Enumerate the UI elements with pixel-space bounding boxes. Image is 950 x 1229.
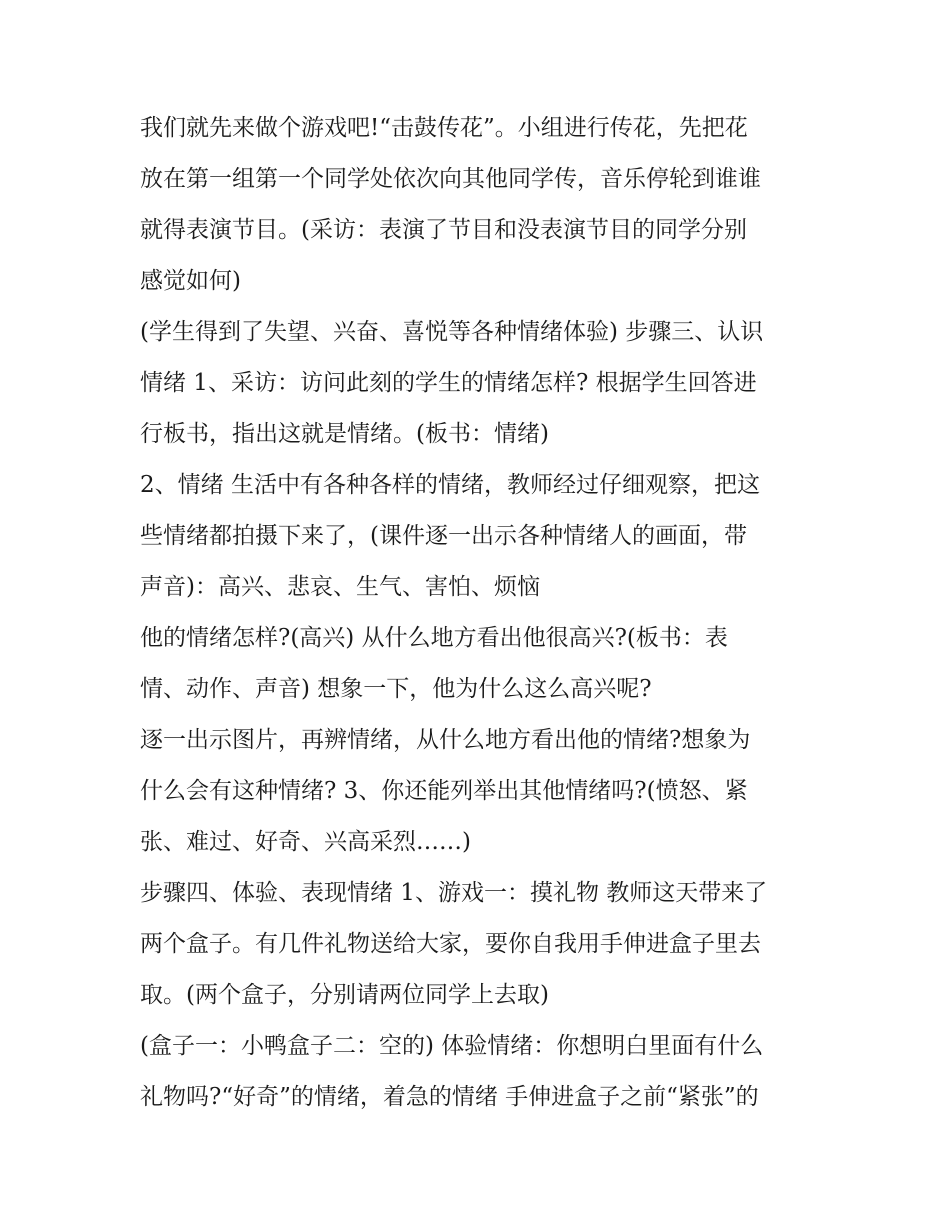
- text-line: 他的情绪怎样?(高兴) 从什么地方看出他很高兴?(板书：表: [140, 625, 728, 651]
- text-line: (盒子一：小鸭盒子二：空的) 体验情绪：你想明白里面有什么: [140, 1033, 764, 1059]
- text-line: 就得表演节目。(采访：表演了节目和没表演节目的同学分别: [140, 217, 747, 243]
- text-line: 逐一出示图片，再辨情绪，从什么地方看出他的情绪?想象为: [140, 727, 751, 753]
- text-line: 两个盒子。有几件礼物送给大家，要你自我用手伸进盒子里去: [140, 931, 761, 957]
- text-line: 我们就先来做个游戏吧!“击鼓传花”。小组进行传花，先把花: [140, 115, 748, 141]
- text-line: 步骤四、体验、表现情绪 1、游戏一：摸礼物 教师这天带来了: [140, 880, 768, 906]
- text-line: 张、难过、好奇、兴高采烈……): [140, 829, 471, 855]
- text-line: 2、情绪 生活中有各种各样的情绪，教师经过仔细观察，把这: [140, 472, 760, 498]
- text-line: 取。(两个盒子，分别请两位同学上去取): [140, 982, 549, 1008]
- document-body: [140, 103, 820, 1123]
- text-line: (学生得到了失望、兴奋、喜悦等各种情绪体验) 步骤三、认识: [140, 319, 764, 345]
- text-line: 感觉如何): [140, 268, 241, 294]
- text-line: 礼物吗?“好奇”的情绪，着急的情绪 手伸进盒子之前“紧张”的: [140, 1084, 759, 1110]
- text-line: 情、动作、声音) 想象一下，他为什么这么高兴呢?: [140, 676, 652, 702]
- text-line: 情绪 1、采访：访问此刻的学生的情绪怎样? 根据学生回答进: [140, 370, 757, 396]
- text-line: 行板书，指出这就是情绪。(板书：情绪): [140, 421, 549, 447]
- text-line: 些情绪都拍摄下来了，(课件逐一出示各种情绪人的画面，带: [140, 523, 747, 549]
- text-line: 放在第一组第一个同学处依次向其他同学传，音乐停轮到谁谁: [140, 166, 761, 192]
- text-line: 声音)：高兴、悲哀、生气、害怕、烦恼: [140, 574, 540, 600]
- text-line: 什么会有这种情绪? 3、你还能列举出其他情绪吗?(愤怒、紧: [140, 778, 748, 804]
